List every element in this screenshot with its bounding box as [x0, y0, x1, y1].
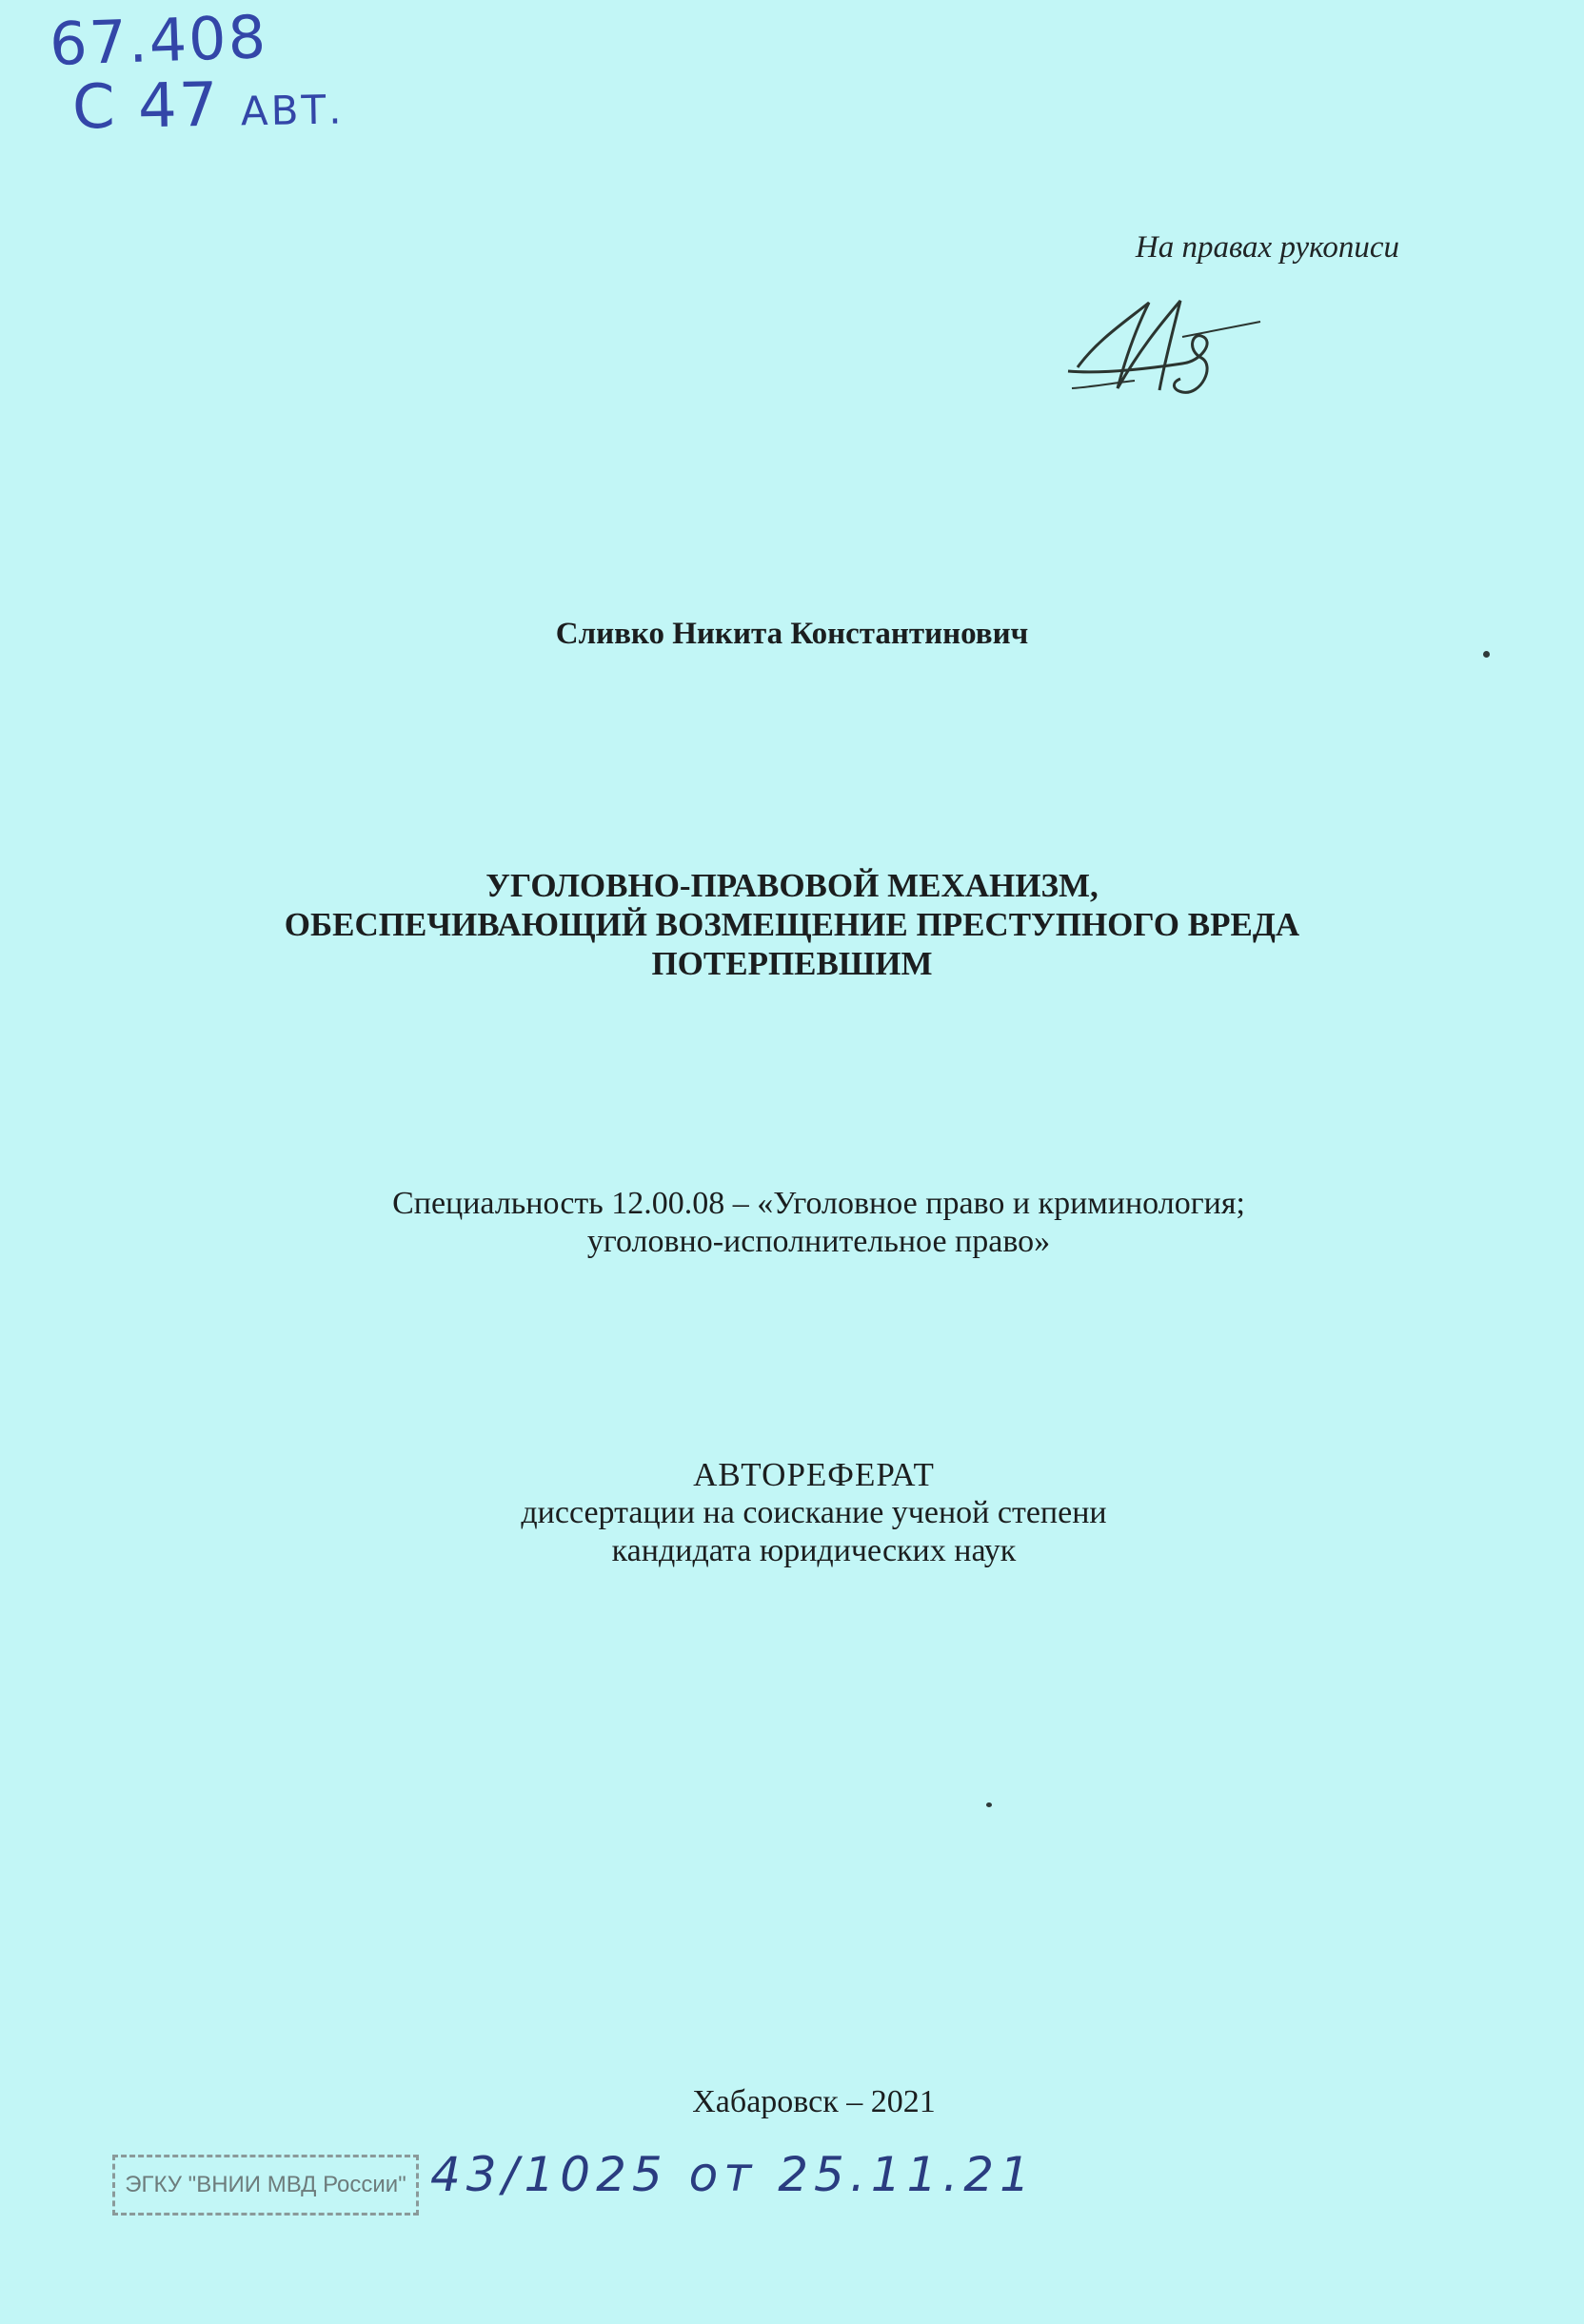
abstract-line: диссертации на соискание ученой степени: [521, 1495, 1107, 1530]
abstract-label: АВТОРЕФЕРАТ: [693, 1456, 935, 1493]
dissertation-title: [0, 866, 1584, 983]
specialty: [0, 1185, 1584, 1261]
title-line: ПОТЕРПЕВШИМ: [651, 945, 933, 982]
scan-speck: [1483, 651, 1490, 658]
author-signature: [1059, 284, 1277, 417]
specialty-line: Специальность 12.00.08 – «Уголовное право и криминология;: [392, 1186, 1245, 1221]
city-year: Хабаровск – 2021: [692, 2084, 936, 2119]
rights-note: На правах рукописи: [1135, 230, 1399, 265]
scan-speck: [986, 1802, 992, 1807]
call-number-code: С 47: [71, 69, 221, 144]
call-number-line1: 67.408: [48, 2, 269, 79]
call-number-suffix: АВТ.: [240, 86, 345, 135]
abstract-designation: [0, 1456, 1584, 1570]
registration-note: 43/1025 от 25.11.21: [430, 2147, 1036, 2202]
author-name: Сливко Никита Константинович: [555, 617, 1029, 651]
abstract-line: кандидата юридических наук: [611, 1533, 1017, 1568]
call-number-line2: [71, 69, 345, 144]
library-stamp: ЭГКУ "ВНИИ МВД России": [112, 2155, 419, 2216]
specialty-line: уголовно-исполнительное право»: [586, 1224, 1051, 1259]
title-line: ОБЕСПЕЧИВАЮЩИЙ ВОЗМЕЩЕНИЕ ПРЕСТУПНОГО ВРЕДА: [284, 906, 1300, 943]
title-line: УГОЛОВНО-ПРАВОВОЙ МЕХАНИЗМ,: [485, 867, 1099, 904]
